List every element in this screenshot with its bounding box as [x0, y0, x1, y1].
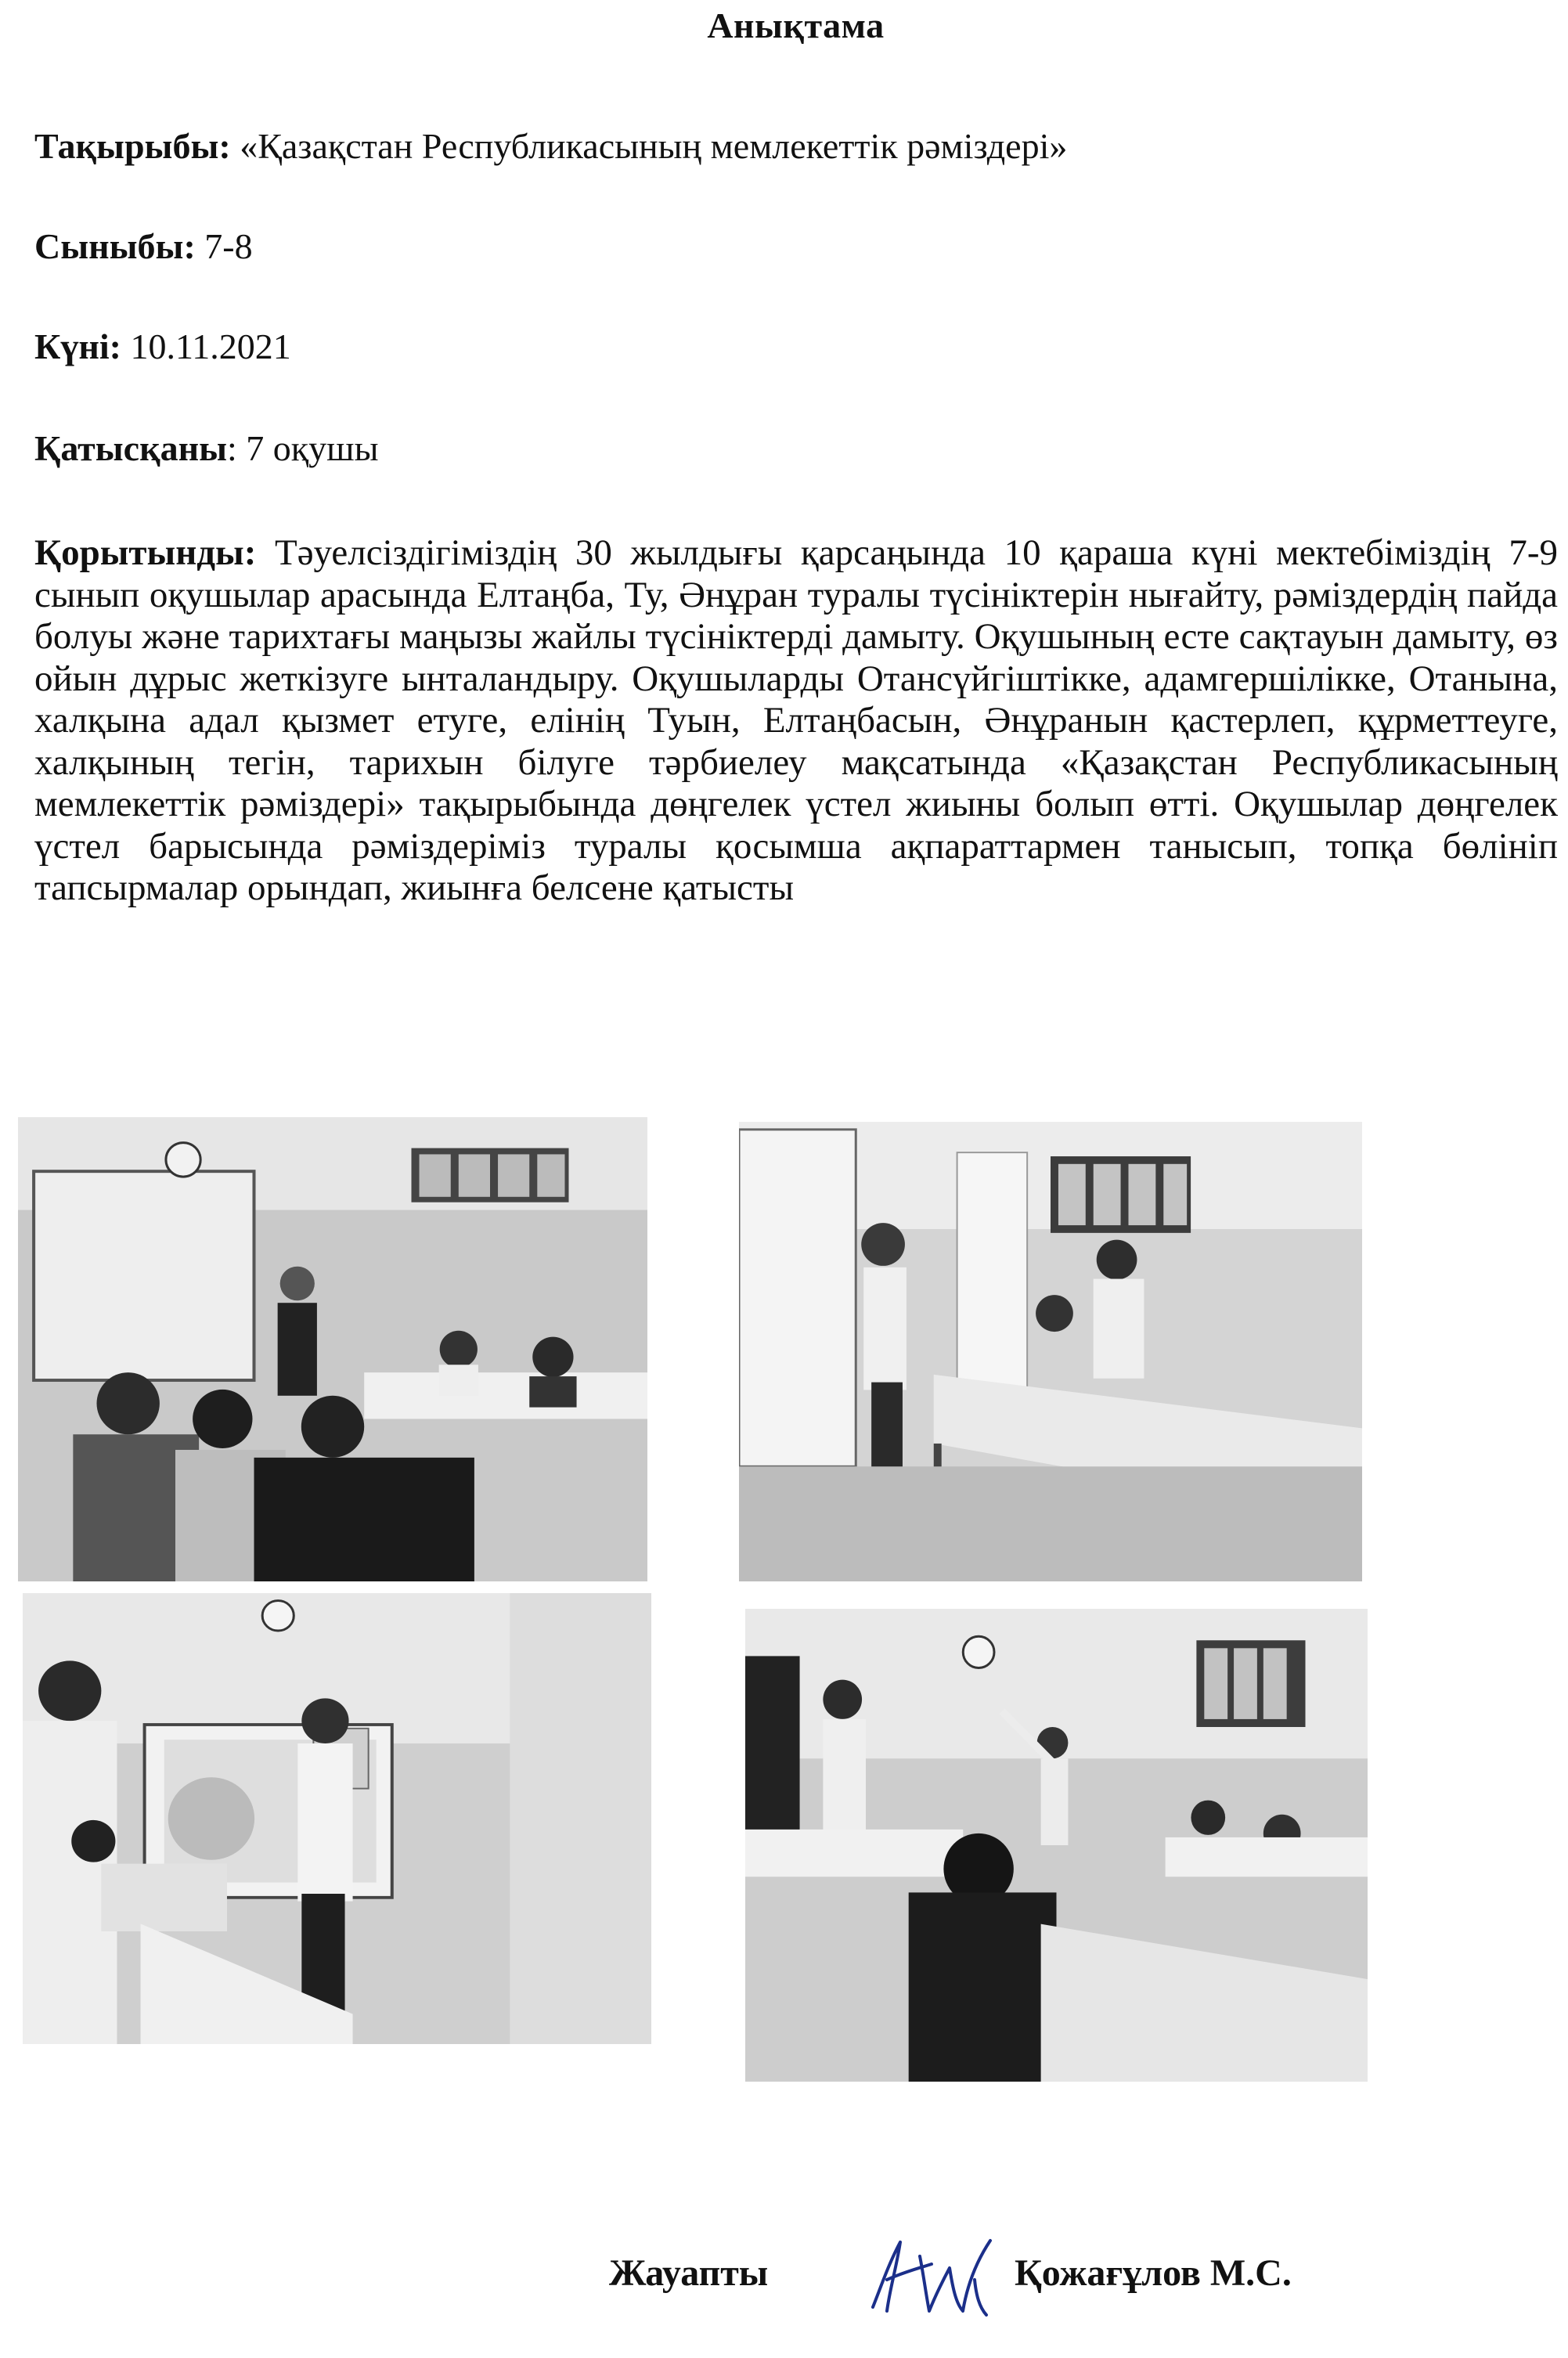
classroom-photo-3 [23, 1593, 651, 2044]
date-line [34, 326, 291, 367]
summary-label: Қорытынды: [34, 532, 257, 573]
summary-paragraph [34, 532, 1558, 910]
class-value: 7-8 [204, 226, 253, 266]
classroom-photo-4 [745, 1609, 1368, 2082]
responsible-name: Қожағұлов М.С. [1015, 2252, 1292, 2294]
date-value: 10.11.2021 [130, 326, 291, 366]
summary-text: Тәуелсіздігіміздің 30 жылдығы қарсаңында 10 қараша күні мектебіміздің 7-9 сынып оқушылар арасында Елтаңба, Ту, Әнұран туралы түсініктерін нығайту, рәміздердің пайда болуы және тарихтағы маңызы жайлы түсініктерді дамыту. Оқушының есте сақтауын дамыту, өз ойын дұрыс жеткізуге ынталандыру. Оқушыларды Отансүйгіштікке, адамгершілікке, Отанына, халқына адал қызмет етуге, елінің Туын, Елтаңбасын, Әнұранын қастерлеп, құрметтеуге, халқының тегін, тарихын білуге тәрбиелеу мақсатында «Қазақстан Республикасының мемлекеттік рәміздері» тақырыбында дөңгелек үстел жиыны болып өтті. Оқушылар дөңгелек үстел барысында рәміздеріміз туралы қосымша ақпараттармен танысып, топқа бөлініп тапсырмалар орындап, жиынға белсене қатысты [34, 532, 1559, 908]
class-label: Сыныбы: [34, 226, 196, 266]
handwritten-signature [857, 2233, 1002, 2319]
classroom-photo-1 [18, 1117, 647, 1581]
participants-label: Қатысқаны [34, 428, 228, 468]
class-line [34, 225, 253, 267]
topic-label: Тақырыбы: [34, 126, 231, 166]
participants-value: : 7 оқушы [227, 428, 379, 468]
participants-line [34, 427, 378, 469]
classroom-photo-2 [739, 1122, 1362, 1581]
topic-line [34, 125, 1067, 167]
date-label: Күні: [34, 326, 121, 366]
document-title: Анықтама [707, 5, 885, 45]
responsible-label: Жауапты [609, 2252, 769, 2294]
topic-value: «Қазақстан Республикасының мемлекеттік рәміздері» [240, 126, 1068, 166]
